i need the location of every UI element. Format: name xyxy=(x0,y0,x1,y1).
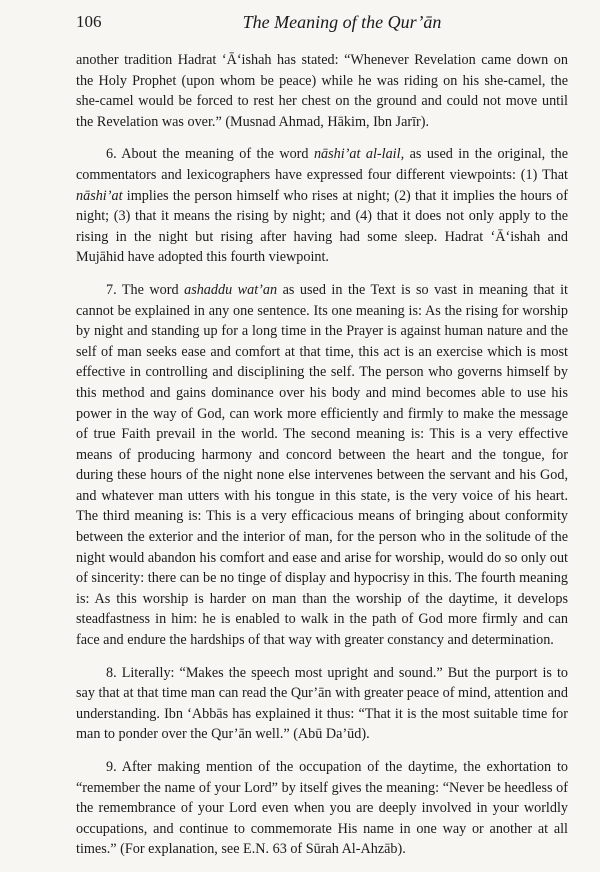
page-number: 106 xyxy=(76,12,102,31)
paragraph-note-7 xyxy=(76,280,568,651)
paragraph-note-6 xyxy=(76,144,568,268)
text-segment: 6. About the meaning of the word xyxy=(106,146,314,163)
text-segment: 8. Literally: “Makes the speech most upright and sound.” But the purport is to say that at that time man can read the Qur’ān with greater peace of mind, attention and understanding. Ibn ‘Abbās has explained it thus: “That it is the most suitable time for man to ponder over the Qur’ān well.” (Abū Da’ūd). xyxy=(76,664,568,743)
page-body xyxy=(76,50,568,872)
page-header xyxy=(76,12,568,36)
text-segment: 7. The word xyxy=(106,281,185,298)
paragraph-note-8 xyxy=(76,663,568,745)
text-segment: as used in the Text is so vast in meaning that it cannot be explained in any one sentence. Its one meaning is: As the rising for worship by night and standing up for a long time in the Prayer is against human nature and the self of man seeks ease and comfort at that time, this act is an exercise which is most effective in controlling and disciplining the self. The person who governs himself by this method and gains dominance over his body and mind becomes able to use his power in the way of God, can work more efficiently and firmly to make the message of true Faith prevail in the world. The second meaning is: This is a very effective means of producing harmony and concord between the heart and the tongue, for during these hours of the night none else intervenes between the servant and his God, and whatever man utters with his tongue in this state, is the very voice of his heart. The third meaning is: This is a very efficacious means of bringing about conformity between the exterior and the interior of man, for the person who in the solitude of the night would abandon his comfort and ease and arise for worship, would do so only out of sincerity: there can be no tinge of display and hypocrisy in this. The fourth meaning is: As this worship is harder on man than the worship of the daytime, it develops steadfastness in him: he is enabled to walk in the path of God more firmly and can face and endure the hardships of that way with greater constancy and determination. xyxy=(76,281,568,649)
text-segment: another tradition Hadrat ‘Ā‘ishah has stated: “Whenever Revelation came down on the Holy Prophet (upon whom be peace) while he was riding on his she-camel, the she-camel would be forced to rest her chest on the ground and could not move until the Revelation was over.” (Musnad Ahmad, Hākim, Ibn Jarīr). xyxy=(76,52,568,130)
italic-term: ashaddu wat’an xyxy=(184,281,278,298)
italic-term: nāshi’at xyxy=(76,187,123,204)
italic-term: nāshi’at al-lail, xyxy=(313,146,405,163)
text-segment: as used in the original, the commentators and lexicographers have expressed four different viewpoints: (1) That xyxy=(76,146,568,183)
running-title: The Meaning of the Qur’ān xyxy=(242,12,442,32)
text-segment: implies the person himself who rises at night; (2) that it implies the hours of night; (3) that it means the rising by night; and (4) that it does not only apply to the rising in the night but rising after having had some sleep. Hadrat ‘Ā‘ishah and Mujāhid have adopted this fourth viewpoint. xyxy=(76,187,568,266)
paragraph-note-9 xyxy=(76,757,568,860)
paragraph-continuation xyxy=(76,50,568,132)
text-segment: 9. After making mention of the occupation of the daytime, the exhortation to “remember the name of your Lord” by itself gives the meaning: “Never be heedless of the remembrance of your Lord even when you are deeply involved in your worldly occupations, and continue to commemorate His name in one way or another at all times.” (For explanation, see E.N. 63 of Sūrah Al-Ahzāb). xyxy=(76,759,568,858)
